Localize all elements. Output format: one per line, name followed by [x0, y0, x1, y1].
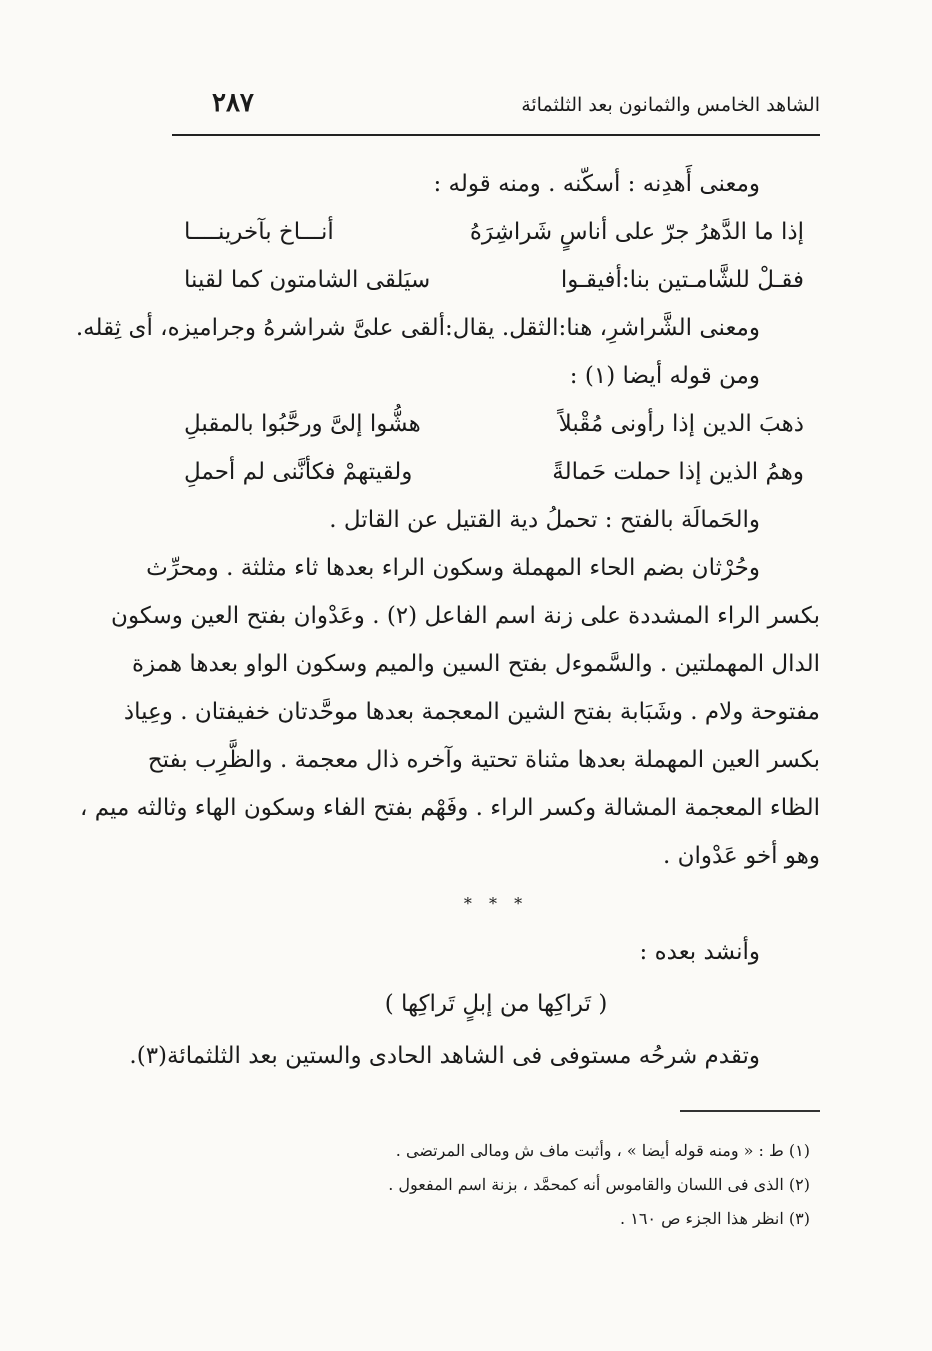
paragraph-line: وهو أخو عَدْوان .	[662, 843, 820, 869]
verse-second-hemistich: سيَلقى الشامتون كما لقينا	[184, 267, 431, 293]
verse-first-hemistich: إذا ما الدَّهرُ جرّ على أناسٍ شَراشِرَهُ	[469, 219, 804, 245]
verse-first-hemistich: ذهبَ الدين إذا رأونى مُقْبلاً	[558, 411, 804, 437]
text-line: وتقدم شرحُه مستوفى فى الشاهد الحادى والستين بعد الثلثمائة(٣).	[129, 1043, 760, 1069]
verse-first-hemistich: فقـلْ للشَّامـتين بنا:أفيقـوا	[560, 267, 804, 293]
paragraph-line: الظاء المعجمة المشالة وكسر الراء . وفَهْم بفتح الفاء وسكون الهاء وثالثه ميم ،	[80, 795, 820, 821]
paragraph-line: بكسر العين المهملة بعدها مثناة تحتية وآخره ذال معجمة . والظَّرِب بفتح	[147, 747, 820, 773]
paragraph-line: الدال المهملتين . والسَّموءل بفتح السين والميم وسكون الواو بعدها همزة	[131, 651, 820, 677]
footnote: (١) ط : « ومنه قوله أيضا » ، وأثبت ماف ش ومالى المرتضى .	[395, 1141, 810, 1160]
header-rule	[172, 134, 820, 136]
page-header	[172, 88, 820, 128]
paragraph-line: وحُرْثان بضم الحاء المهملة وسكون الراء بعدها ثاء مثلثة . ومحرِّث	[146, 555, 760, 581]
text-line: وأنشد بعده :	[639, 939, 760, 965]
verse-second-hemistich: أنـــاخ بآخرينــــا	[184, 219, 334, 245]
paragraph-line: بكسر الراء المشددة على زنة اسم الفاعل (٢) . وعَدْوان بفتح العين وسكون	[111, 603, 820, 629]
text-line: ومن قوله أيضا (١) :	[569, 363, 760, 389]
verse-second-hemistich: هشُّوا إلىَّ ورحَّبُوا بالمقبلِ	[184, 411, 421, 437]
verse-line	[172, 208, 820, 256]
verse-first-hemistich: وهمُ الذين إذا حملت حَمالةً	[552, 459, 804, 485]
running-title: الشاهد الخامس والثمانون بعد الثلثمائة	[521, 94, 820, 116]
verse-line	[172, 256, 820, 304]
verse-line	[172, 448, 820, 496]
verse-second-hemistich: ولقيتهمْ فكأنَّنى لم أحملِ	[184, 459, 413, 485]
text-line: ومعنى أَهدِنه : أسكّنه . ومنه قوله :	[433, 171, 760, 197]
section-separator: * * *	[463, 894, 529, 913]
main-text	[75, 160, 820, 1080]
page-number: ٢٨٧	[212, 88, 254, 118]
footnote: (٢) الذى فى اللسان والقاموس أنه كمحمَّد ، بزنة اسم المفعول .	[388, 1175, 810, 1194]
footnote-rule	[680, 1110, 820, 1112]
text-line: ومعنى الشَّراشرِ، هنا:الثقل. يقال:ألقى علىَّ شراشرهُ وجراميزه، أى ثِقله.	[75, 315, 760, 341]
footnote: (٣) انظر هذا الجزء ص ١٦٠ .	[620, 1209, 810, 1228]
verse-line	[172, 400, 820, 448]
text-line: والحَمالَة بالفتح : تحملُ دية القتيل عن القاتل .	[329, 507, 760, 533]
quoted-verse: ( تَراكِها من إبلٍ تَراكِها )	[384, 991, 608, 1017]
paragraph-line: مفتوحة ولام . وشَبَابة بفتح الشين المعجمة بعدها موحَّدتان خفيفتان . وعِياذ	[123, 699, 820, 725]
footnotes	[172, 1134, 820, 1236]
